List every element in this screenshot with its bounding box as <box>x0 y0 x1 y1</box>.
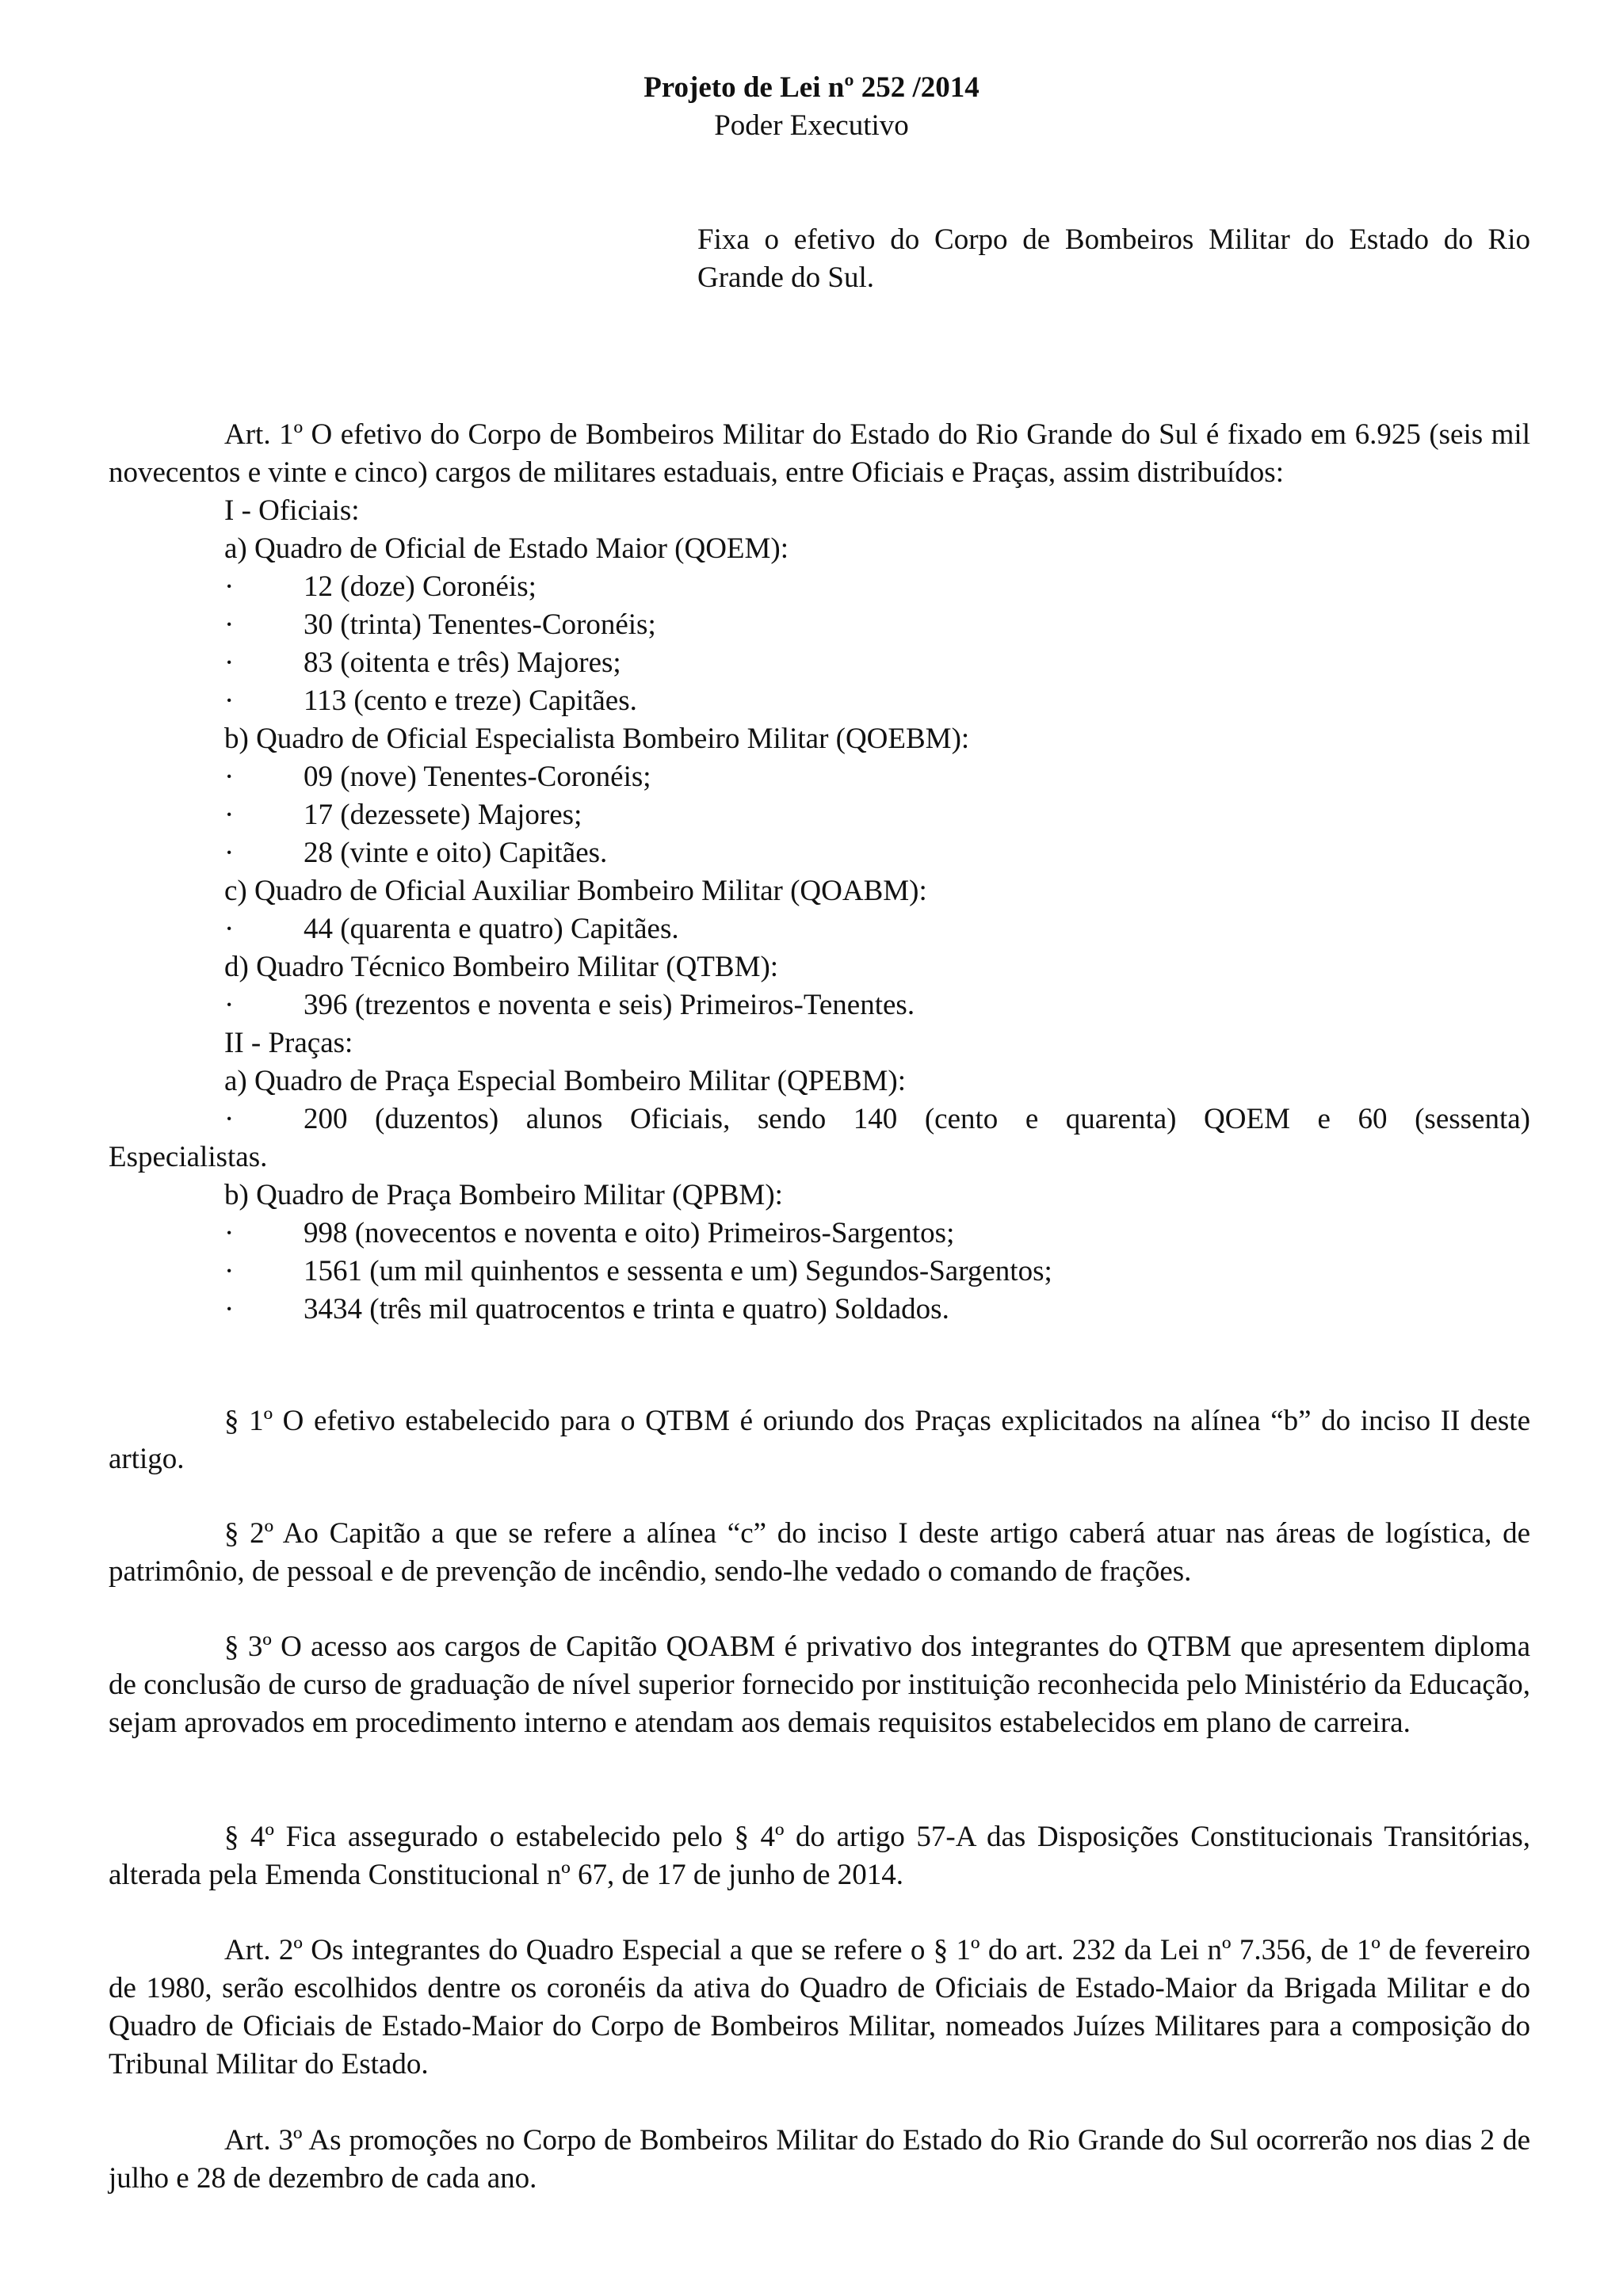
paragraph-3 <box>109 1628 1530 1742</box>
paragraph-text: § 3º O acesso aos cargos de Capitão QOABM é privativo dos integrantes do QTBM que apresentem diploma de conclusão de curso de graduação de nível superior fornecido por instituição reconhecida pelo Ministério da Educação, sejam aprovados em procedimento interno e atendam aos demais requisitos estabelecidos em plano de carreira. <box>109 1630 1530 1739</box>
qpbm-title: b) Quadro de Praça Bombeiro Militar (QPBM): <box>224 1179 783 1211</box>
bill-author: Poder Executivo <box>714 109 909 142</box>
ementa: Fixa o efetivo do Corpo de Bombeiros Militar do Estado do Rio Grande do Sul. <box>697 223 1530 294</box>
list-item: · 113 (cento e treze) Capitães. <box>224 685 637 717</box>
art1-intro: Art. 1º O efetivo do Corpo de Bombeiros Militar do Estado do Rio Grande do Sul é fixado em 6.925 (seis mil novecentos e vinte e cinco) cargos de militares estaduais, entre Oficiais e Praças, assim distribuídos: <box>109 418 1530 489</box>
list-item: · 1561 (um mil quinhentos e sessenta e um) Segundos-Sargentos; <box>224 1255 1052 1287</box>
list-item: · 17 (dezessete) Majores; <box>224 799 582 831</box>
qoem-title: a) Quadro de Oficial de Estado Maior (QOEM): <box>224 532 789 565</box>
art1-section <box>109 416 1530 1329</box>
list-item: · 83 (oitenta e três) Majores; <box>224 646 621 679</box>
paragraph-4 <box>109 1818 1530 1894</box>
list-item: · 396 (trezentos e noventa e seis) Primeiros-Tenentes. <box>224 989 915 1021</box>
list-item: · 3434 (três mil quatrocentos e trinta e quatro) Soldados. <box>224 1293 949 1325</box>
list-item: · 28 (vinte e oito) Capitães. <box>224 837 608 869</box>
paragraph-text: § 1º O efetivo estabelecido para o QTBM é oriundo dos Praças explicitados na alínea “b” do inciso II deste artigo. <box>109 1405 1530 1475</box>
qpebm-title: a) Quadro de Praça Especial Bombeiro Militar (QPEBM): <box>224 1065 907 1097</box>
art3-section <box>109 2122 1530 2198</box>
qtbm-title: d) Quadro Técnico Bombeiro Militar (QTBM): <box>224 951 779 983</box>
paragraph-text: § 2º Ao Capitão a que se refere a alínea “c” do inciso I deste artigo caberá atuar nas áreas de logística, de patrimônio, de pessoal e de prevenção de incêndio, sendo-lhe vedado o comando de frações. <box>109 1517 1530 1588</box>
list-item: · 09 (nove) Tenentes-Coronéis; <box>224 761 651 793</box>
qoabm-title: c) Quadro de Oficial Auxiliar Bombeiro Militar (QOABM): <box>224 875 927 907</box>
list-item: · 12 (doze) Coronéis; <box>224 570 537 603</box>
paragraph-text: § 4º Fica assegurado o estabelecido pelo § 4º do artigo 57-A das Disposições Constitucionais Transitórias, alterada pela Emenda Constitucional nº 67, de 17 de junho de 2014. <box>109 1821 1530 1891</box>
list-item: · 998 (novecentos e noventa e oito) Primeiros-Sargentos; <box>224 1217 955 1249</box>
paragraph-1 <box>109 1402 1530 1478</box>
inciso-oficiais: I - Oficiais: <box>224 494 360 527</box>
inciso-pracas: II - Praças: <box>224 1027 353 1059</box>
paragraph-2 <box>109 1515 1530 1591</box>
art2-text: Art. 2º Os integrantes do Quadro Especial a que se refere o § 1º do art. 232 da Lei nº 7.356, de 1º de fevereiro de 1980, serão escolhidos dentre os coronéis da ativa do Quadro de Oficiais de Estado-Maior da Brigada Militar e do Quadro de Oficiais de Estado-Maior do Corpo de Bombeiros Militar, nomeados Juízes Militares para a composição do Tribunal Militar do Estado. <box>109 1934 1530 2081</box>
list-item: · 200 (duzentos) alunos Oficiais, sendo 140 (cento e quarenta) QOEM e 60 (sessenta) Especialistas. <box>109 1103 1530 1173</box>
qoebm-title: b) Quadro de Oficial Especialista Bombeiro Militar (QOEBM): <box>224 723 970 755</box>
list-item: · 44 (quarenta e quatro) Capitães. <box>224 913 679 945</box>
list-item: · 30 (trinta) Tenentes-Coronéis; <box>224 608 656 641</box>
art3-text: Art. 3º As promoções no Corpo de Bombeiros Militar do Estado do Rio Grande do Sul ocorrerão nos dias 2 de julho e 28 de dezembro de cada ano. <box>109 2124 1530 2195</box>
art2-section <box>109 1932 1530 2084</box>
bill-title: Projeto de Lei nº 252 /2014 <box>643 71 980 104</box>
